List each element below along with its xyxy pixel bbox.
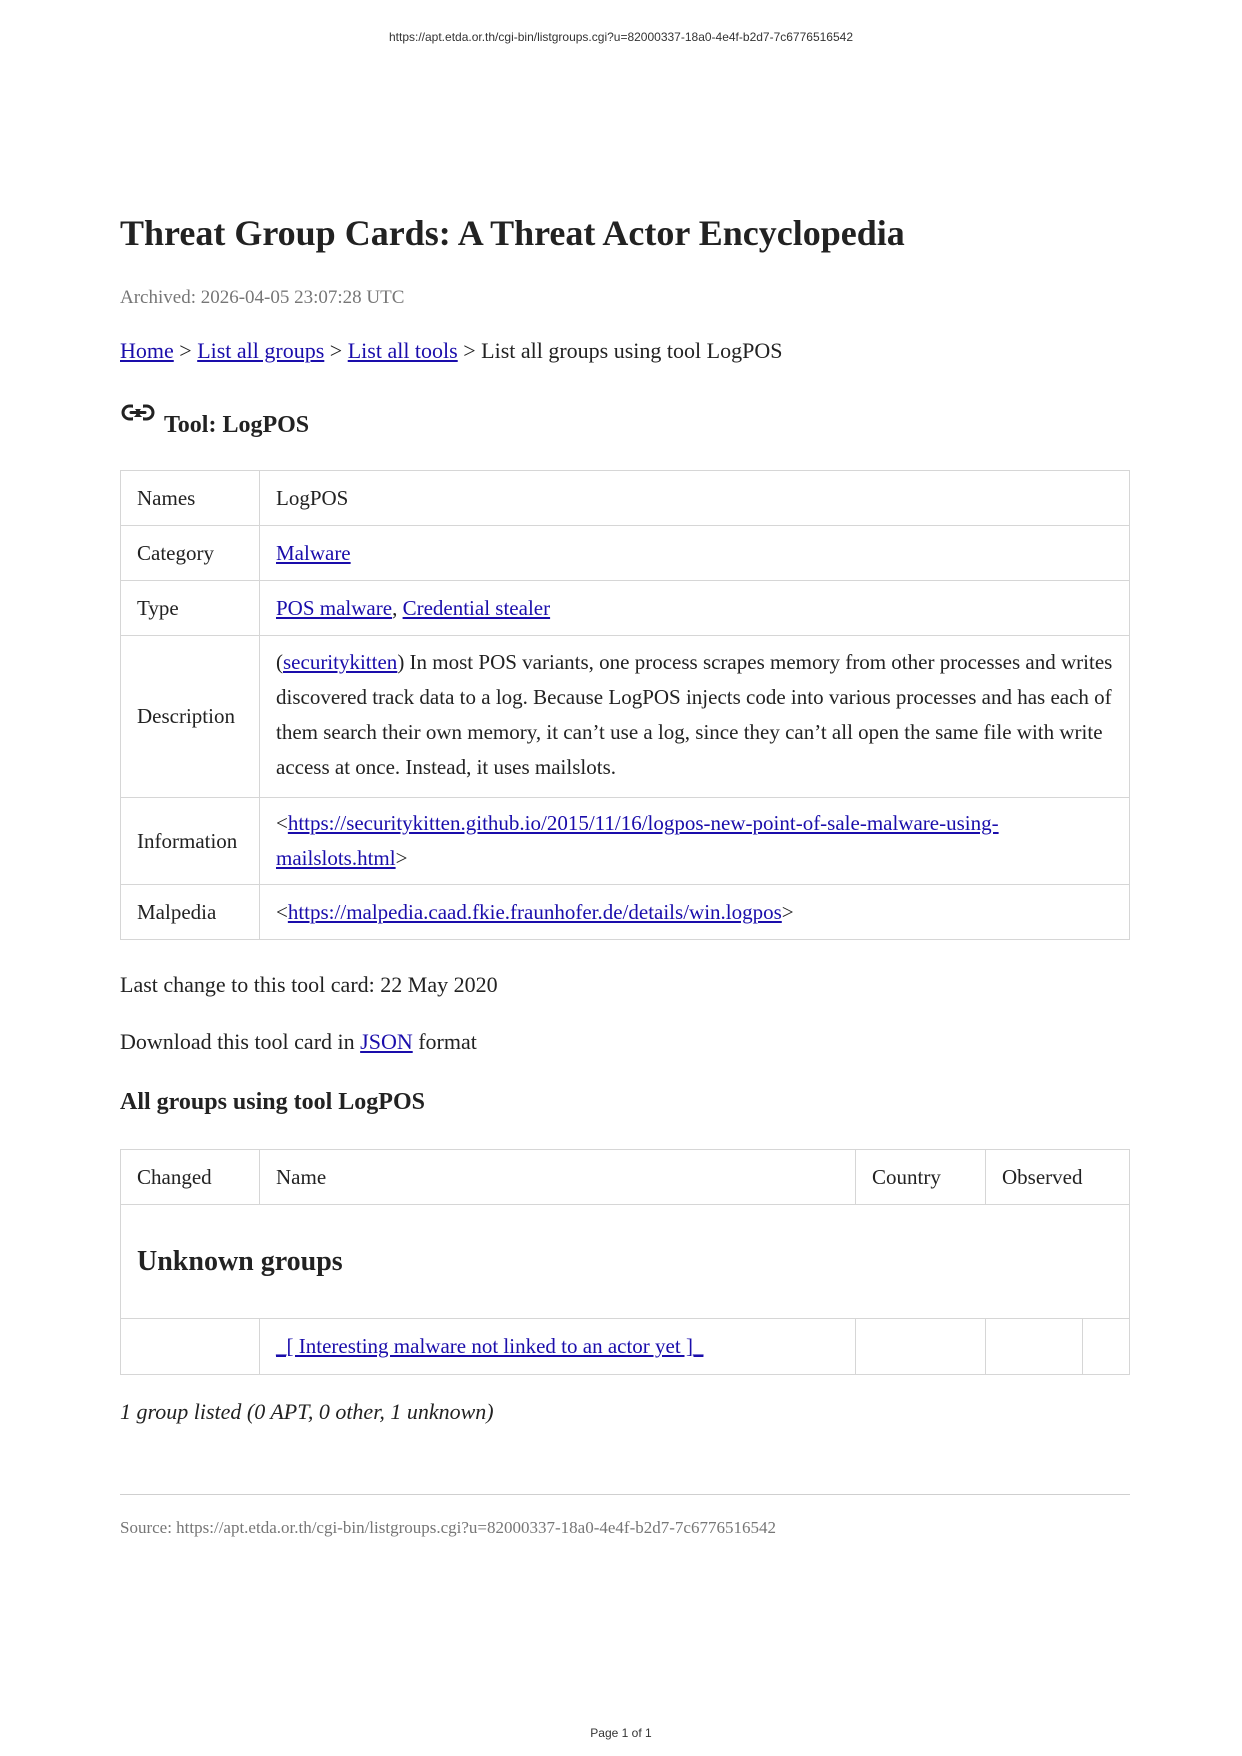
download-line	[120, 1029, 477, 1055]
print-header-url: https://apt.etda.or.th/cgi-bin/listgroups.cgi?u=82000337-18a0-4e4f-b2d7-7c6776516542	[388, 30, 853, 44]
group-name-link[interactable]: _[ Interesting malware not linked to an actor yet ]_	[276, 1334, 704, 1358]
json-download-link[interactable]: JSON	[360, 1029, 413, 1054]
table-section-row	[121, 1205, 1130, 1319]
breadcrumb-separator: >	[457, 338, 482, 363]
divider	[120, 1494, 1130, 1495]
table-header-row	[121, 1150, 1130, 1205]
type-credential-stealer-link[interactable]: Credential stealer	[402, 595, 551, 620]
column-header-changed: Changed	[121, 1150, 260, 1205]
table-row	[121, 885, 1130, 940]
archived-timestamp: Archived: 2026-04-05 23:07:28 UTC	[120, 287, 405, 308]
malpedia-value	[260, 885, 1130, 940]
breadcrumb	[120, 338, 782, 364]
category-label: Category	[121, 526, 260, 581]
observed-subcell	[986, 1319, 1083, 1374]
angle-open: <	[276, 899, 288, 924]
tool-info-table	[120, 470, 1130, 940]
download-prefix: Download this tool card in	[120, 1029, 361, 1054]
description-source-link[interactable]: securitykitten	[283, 650, 398, 674]
angle-open: <	[276, 811, 288, 835]
type-separator: ,	[392, 595, 403, 620]
column-header-observed: Observed	[986, 1150, 1130, 1205]
groups-summary: 1 group listed (0 APT, 0 other, 1 unknown)	[120, 1399, 494, 1424]
description-open-paren: (	[276, 650, 283, 674]
groups-table	[120, 1149, 1130, 1375]
observed-subcell	[1083, 1319, 1130, 1374]
unknown-groups-title: Unknown groups	[121, 1205, 1130, 1319]
malpedia-link[interactable]: https://malpedia.caad.fkie.fraunhofer.de/details/win.logpos	[287, 899, 782, 924]
angle-close: >	[395, 846, 408, 870]
page-title: Threat Group Cards: A Threat Actor Encyclopedia	[120, 213, 905, 253]
table-row	[121, 636, 1130, 798]
breadcrumb-separator: >	[173, 338, 198, 363]
information-link[interactable]: https://securitykitten.github.io/2015/11/16/logpos-new-point-of-sale-malware-using-mailslots.html	[276, 811, 999, 870]
last-change-text: Last change to this tool card: 22 May 2020	[120, 972, 498, 997]
breadcrumb-list-tools-link[interactable]: List all tools	[347, 338, 458, 363]
angle-close: >	[781, 899, 794, 924]
breadcrumb-separator: >	[324, 338, 348, 363]
names-value: LogPOS	[260, 471, 1130, 526]
description-label: Description	[121, 636, 260, 798]
type-label: Type	[121, 581, 260, 636]
description-value	[260, 636, 1130, 798]
observed-subcells	[986, 1319, 1129, 1374]
malpedia-label: Malpedia	[121, 885, 260, 940]
source-url: Source: https://apt.etda.or.th/cgi-bin/listgroups.cgi?u=82000337-18a0-4e4f-b2d7-7c6776516542	[120, 1518, 776, 1537]
table-row	[121, 1319, 1130, 1375]
column-header-country: Country	[856, 1150, 986, 1205]
type-pos-malware-link[interactable]: POS malware	[276, 595, 393, 620]
table-row	[121, 526, 1130, 581]
page-number: Page 1 of 1	[590, 1726, 652, 1740]
table-row	[121, 798, 1130, 885]
groups-heading: All groups using tool LogPOS	[120, 1089, 425, 1115]
description-text: ) In most POS variants, one process scrapes memory from other processes and writes discovered track data to a log. Because LogPOS injects code into various processes and has each of them search their own memory, it can’t use a log, since they can’t all open the same file with write access at once. Instead, it uses mailslots.	[276, 650, 1113, 779]
table-row	[121, 471, 1130, 526]
row-observed-cell	[986, 1319, 1130, 1375]
breadcrumb-list-groups-link[interactable]: List all groups	[197, 338, 325, 363]
information-value	[260, 798, 1130, 885]
download-suffix: format	[412, 1029, 477, 1054]
table-row	[121, 581, 1130, 636]
tool-heading-text: Tool: LogPOS	[164, 412, 310, 438]
row-country-cell	[856, 1319, 986, 1375]
tool-heading	[120, 402, 309, 439]
names-label: Names	[121, 471, 260, 526]
breadcrumb-current: List all groups using tool LogPOS	[481, 338, 783, 363]
breadcrumb-home-link[interactable]: Home	[120, 338, 174, 363]
link-icon	[120, 402, 164, 439]
category-malware-link[interactable]: Malware	[276, 540, 351, 565]
column-header-name: Name	[260, 1150, 856, 1205]
information-label: Information	[121, 798, 260, 885]
row-changed-cell	[121, 1319, 260, 1375]
